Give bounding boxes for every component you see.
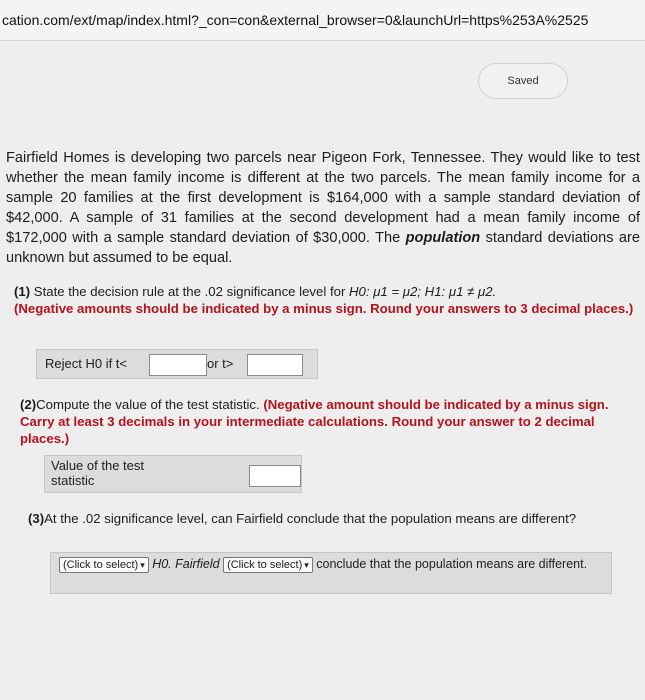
reject-decision-select[interactable] bbox=[59, 557, 149, 573]
q3-text: At the .02 significance level, can Fairfield conclude that the population means are different? bbox=[44, 511, 577, 526]
question-1 bbox=[14, 283, 634, 317]
question-2 bbox=[20, 396, 620, 447]
or-label: or t> bbox=[207, 356, 234, 371]
q1-hypothesis: H0: μ1 = μ2; H1: μ1 ≠ μ2. bbox=[349, 284, 497, 299]
problem-text-2: standard deviations are unknown but assumed to be equal. bbox=[6, 230, 641, 266]
conclusion-text: conclude that the population means are different. bbox=[316, 557, 588, 571]
can-cannot-select[interactable] bbox=[223, 557, 313, 573]
test-statistic-input[interactable] bbox=[249, 465, 301, 487]
q2-text: Compute the value of the test statistic. bbox=[36, 397, 264, 412]
browser-url-bar[interactable]: cation.com/ext/map/index.html?_con=con&external_browser=0&launchUrl=https%253A%2525 bbox=[0, 0, 645, 41]
saved-indicator: Saved bbox=[478, 63, 568, 99]
test-statistic-label: Value of the test statistic bbox=[51, 458, 144, 488]
reject-decision-select-label: (Click to select) bbox=[63, 559, 139, 571]
h0-fairfield-label: H0. Fairfield bbox=[152, 557, 220, 571]
can-cannot-select-label: (Click to select) bbox=[227, 559, 303, 571]
q2-number: (2) bbox=[20, 397, 37, 412]
conclusion-row bbox=[50, 552, 612, 594]
q1-text: State the decision rule at the .02 significance level for bbox=[30, 284, 350, 299]
critical-value-upper-input[interactable] bbox=[247, 354, 303, 376]
decision-rule-row bbox=[36, 349, 318, 379]
test-statistic-row bbox=[44, 455, 302, 493]
q3-number: (3) bbox=[28, 511, 45, 526]
problem-statement bbox=[6, 148, 640, 268]
problem-text-1: Fairfield Homes is developing two parcels near Pigeon Fork, Tennessee. They would like to test whether the mean family income is different at the two parcels. The mean family income for a sample 20 families at the first development is $164,000 with a sample standard deviation of $42,000. A sample of 31 families at the second development had a mean family income of $172,000 with a sample standard deviation of $30,000. The bbox=[6, 150, 640, 246]
problem-emphasis: population bbox=[405, 230, 481, 246]
chevron-down-icon: ▾ bbox=[140, 560, 145, 570]
chevron-down-icon: ▾ bbox=[304, 560, 309, 570]
q2-instruction: (Negative amount should be indicated by a minus sign. Carry at least 3 decimals in your intermediate calculations. Round your answer to 2 decimal places.) bbox=[20, 397, 609, 446]
reject-label: Reject H0 if t< bbox=[45, 356, 128, 371]
q1-instruction: (Negative amounts should be indicated by a minus sign. Round your answers to 3 decimal places.) bbox=[14, 301, 634, 316]
q1-number: (1) bbox=[14, 284, 31, 299]
critical-value-lower-input[interactable] bbox=[149, 354, 207, 376]
question-3 bbox=[28, 510, 628, 527]
